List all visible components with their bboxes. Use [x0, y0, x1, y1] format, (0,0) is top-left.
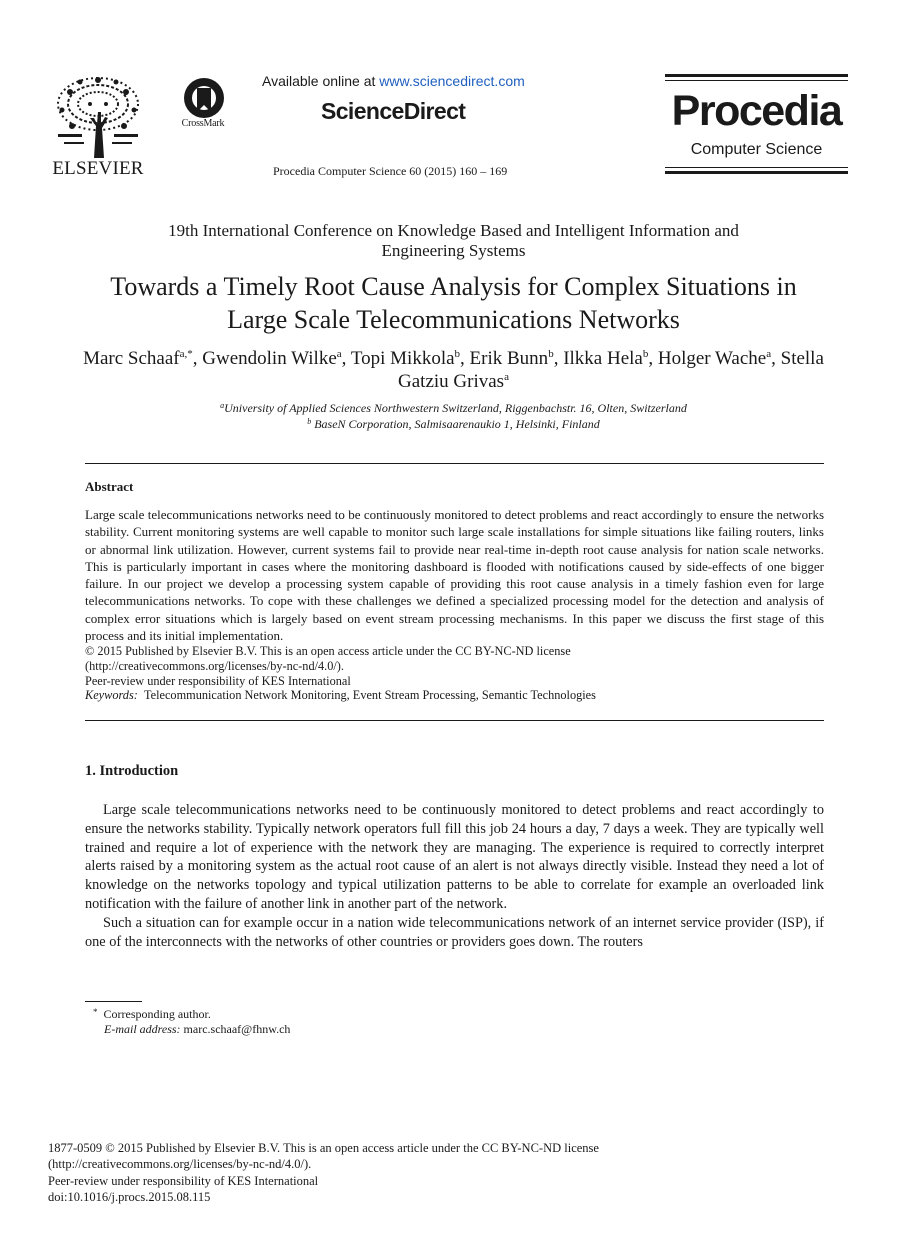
- abstract-body: [85, 506, 824, 644]
- procedia-logo: [665, 74, 848, 174]
- introduction-body: [85, 801, 824, 951]
- author-affiliation-mark: b: [642, 348, 649, 360]
- procedia-title: Procedia: [671, 87, 842, 135]
- author-separator: ,: [192, 348, 203, 369]
- footer-issn-line: 1877-0509 © 2015 Published by Elsevier B.V. This is an open access article under the CC BY-NC-ND license: [48, 1141, 599, 1155]
- author-affiliation-mark: a: [336, 348, 342, 360]
- author: Erik Bunn: [469, 348, 549, 369]
- author: Stella Gatziu Grivas: [398, 348, 824, 392]
- keywords-line: [85, 688, 596, 703]
- elsevier-wordmark: ELSEVIER: [52, 158, 144, 179]
- author: Holger Wache: [657, 348, 767, 369]
- author-separator: ,: [553, 348, 564, 369]
- paragraph: Large scale telecommunications networks need to be continuously monitored to detect problems and react accordingly to ensure the networks stability. Typically network operators full fill this job 24 hours a day, 7 days a week. They are typically well trained and require a lot of experience with the network they are managing. The experience is required to correctly interpret alerts raised by a monitoring system as the actual root cause of an alert is not always directly visible. Instead they need a lot of knowledge on the networks topology and typical utilization patterns to be able to correlate for example an overloaded link notification with the failure of another link in another part of the network.: [85, 802, 824, 912]
- affiliation-b: [80, 417, 827, 432]
- title-line-1: Towards a Timely Root Cause Analysis for Complex Situations in: [110, 272, 797, 301]
- section-heading-introduction: 1. Introduction: [85, 763, 179, 779]
- affiliation-mark: b: [307, 417, 312, 426]
- procedia-subtitle: Computer Science: [690, 141, 823, 158]
- footnote-email: [104, 1022, 290, 1037]
- author-separator: ,: [771, 348, 781, 369]
- footnote-mark: *: [93, 1007, 98, 1017]
- author-affiliation-mark: a,*: [179, 348, 193, 360]
- author-separator: ,: [460, 348, 470, 369]
- conference-line-2: Engineering Systems: [381, 241, 526, 260]
- procedia-bottom-rule: [665, 171, 848, 174]
- affiliation-text: University of Applied Sciences Northwestern Switzerland, Riggenbachstr. 16, Olten, Switzerland: [224, 401, 687, 415]
- abstract-license: [85, 644, 824, 690]
- author: Ilkka Hela: [563, 348, 643, 369]
- author: Marc Schaaf: [83, 348, 180, 369]
- author: Gwendolin Wilke: [202, 348, 337, 369]
- author-separator: ,: [648, 348, 658, 369]
- peer-review-line: Peer-review under responsibility of KES International: [85, 674, 351, 689]
- footnote-text: Corresponding author.: [103, 1007, 211, 1021]
- available-online-line: [262, 73, 525, 89]
- sciencedirect-link[interactable]: www.sciencedirect.com: [379, 73, 525, 89]
- sciencedirect-brand: ScienceDirect: [321, 98, 466, 124]
- affiliation-mark: a: [220, 401, 225, 410]
- abstract-bottom-rule: [85, 720, 824, 721]
- author: Topi Mikkola: [350, 348, 455, 369]
- affiliation-a: [80, 401, 827, 416]
- abstract-top-rule: [85, 463, 824, 464]
- available-prefix: Available online at: [262, 73, 380, 89]
- author-affiliation-mark: a: [766, 348, 772, 360]
- procedia-bottom-rule-thin: [665, 167, 848, 168]
- license-link[interactable]: (http://creativecommons.org/licenses/by-nc-nd/4.0/).: [85, 659, 344, 674]
- journal-reference: Procedia Computer Science 60 (2015) 160 – 169: [273, 164, 508, 178]
- author-separator: ,: [341, 348, 351, 369]
- paragraph: Such a situation can for example occur in a nation wide telecommunications network of an internet service provider (ISP), if one of the interconnects with the networks of other countries or providers goes down. The routers: [85, 914, 824, 950]
- footnote-rule: [85, 1001, 142, 1002]
- crossmark-label: CrossMark: [181, 118, 225, 129]
- author-affiliation-mark: b: [454, 348, 461, 360]
- email-label: E-mail address:: [104, 1022, 181, 1036]
- procedia-top-rule: [665, 74, 848, 77]
- footer-peer-review: Peer-review under responsibility of KES International: [48, 1173, 319, 1188]
- author-list: [80, 347, 827, 393]
- license-line-1: © 2015 Published by Elsevier B.V. This is an open access article under the CC BY-NC-ND license: [85, 644, 571, 658]
- footer-doi[interactable]: doi:10.1016/j.procs.2015.08.115: [48, 1189, 211, 1204]
- procedia-top-rule-thin: [665, 80, 848, 81]
- footer-license-link[interactable]: (http://creativecommons.org/licenses/by-nc-nd/4.0/).: [48, 1157, 312, 1172]
- keywords-list: Telecommunication Network Monitoring, Event Stream Processing, Semantic Technologies: [143, 688, 596, 702]
- conference-name: [90, 221, 817, 261]
- abstract-text: Large scale telecommunications networks need to be continuously monitored to detect problems and react accordingly to ensure the networks stability. Current monitoring systems are well capable to monitor such large scale installations for simple situations like failing routers, links or abnormal link utilization. However, current systems fail to provide near real-time in-depth root cause analysis for nation scale networks. This is particularly important in cases where the monitoring dashboard is flooded with notifications caused by side-effects of one bigger failure. In our project we develop a processing system capable of providing this root cause analysis in a timely fashion even for large telecommunications networks. To cope with these challenges we defined a specialized processing model for the detection and analysis of complex error situations which is largely based on event stream processing mechanisms. In this paper we discuss the first stage of this process and its initial implementation.: [85, 507, 824, 644]
- keywords-label: Keywords:: [85, 688, 138, 702]
- footnote-corresponding: [93, 1007, 211, 1022]
- abstract-heading: Abstract: [85, 479, 134, 494]
- paper-title: [70, 270, 837, 336]
- author-affiliation-mark: a: [504, 371, 509, 383]
- conference-line-1: 19th International Conference on Knowledge Based and Intelligent Information and: [168, 221, 739, 240]
- page-footer: [48, 1140, 808, 1205]
- affiliation-text: BaseN Corporation, Salmisaarenaukio 1, Helsinki, Finland: [314, 417, 600, 431]
- author-affiliation-mark: b: [548, 348, 554, 360]
- email-address[interactable]: marc.schaaf@fhnw.ch: [183, 1022, 291, 1036]
- title-line-2: Large Scale Telecommunications Networks: [227, 305, 680, 334]
